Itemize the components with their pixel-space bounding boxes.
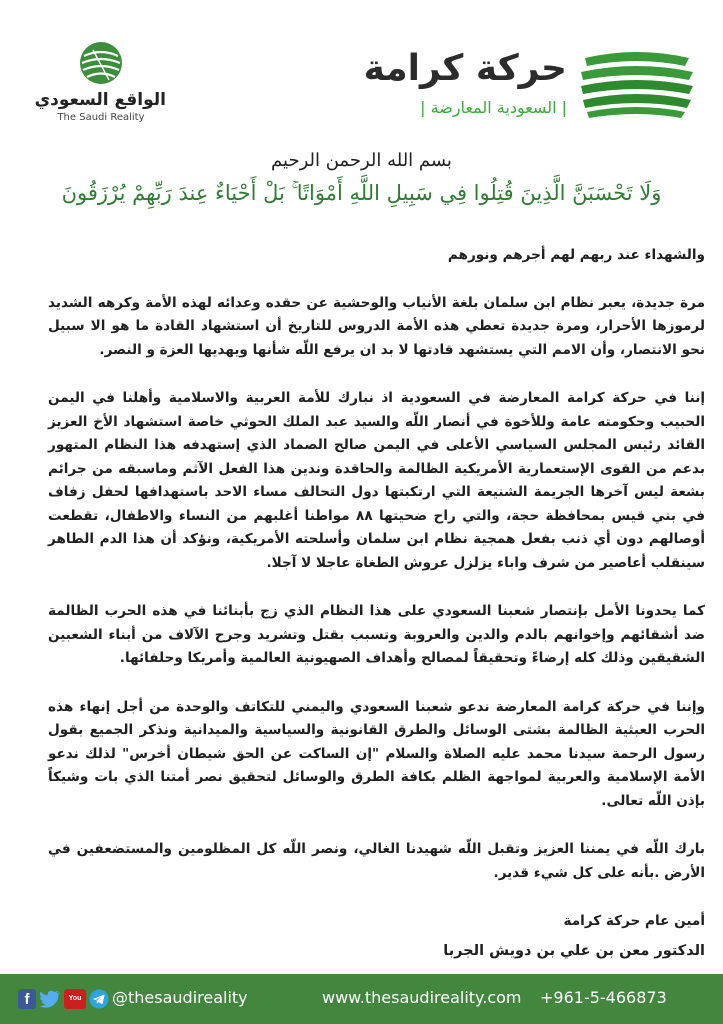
website-link[interactable]: www.thesaudireality.com: [322, 988, 522, 1007]
karama-title: حركة كرامة: [363, 48, 567, 89]
paragraph-1: مرة جديدة، يعبر نظام ابن سلمان بلغة الأنياب والوحشية عن حقده وعدائه لهذه الأمة وكرهه الشديد لرموزها الأحرار، ومرة جديدة تعطي هذه الأمة الدروس للتاريخ أن استشهاد القادة ما هو الا سبيل نحو الانتصار، وأن الامم التي يستشهد قادتها لا بد ان يرفع اللّه شأنها ويهديها العزة و النصر.: [48, 294, 705, 358]
social-icons: [18, 988, 109, 1010]
paragraph-5: بارك اللّه في يمننا العزيز وتقبل اللّه شهيدنا الغالي، ونصر اللّه كل المظلومين والمستضعفين في الأرض .بأنه على كل شيء قدير.: [48, 841, 705, 881]
bismillah: بسم الله الرحمن الرحيم: [271, 150, 452, 171]
globe-icon: [78, 40, 124, 86]
signature-title: أمين عام حركة كرامة: [563, 913, 705, 929]
phone-number[interactable]: +961-5-466873: [540, 988, 667, 1007]
quran-verse: وَلَا تَحْسَبَنَّ الَّذِينَ قُتِلُوا فِي سَبِيلِ اللَّهِ أَمْوَاتًا ۚ بَلْ أَحْيَاءٌ عِندَ رَبِّهِمْ يُرْزَقُونَ: [61, 181, 662, 205]
signature-block: [48, 910, 705, 963]
karama-subtitle: | السعودية المعارضة |: [420, 98, 567, 117]
karama-stripes-icon: [577, 52, 695, 120]
letterhead: [0, 0, 723, 140]
youtube-icon[interactable]: You: [64, 989, 86, 1009]
paragraph-4: وإننا في حركة كرامة المعارضة ندعو شعبنا السعودي واليمني للتكاتف والوحدة من أجل إنهاء هذه الحرب العبثية الظالمة بشتى الوسائل والطرق القانونية والسياسية والميدانية ونذكر الجميع بقول رسول الرحمة سيدنا محمد عليه الصلاة والسلام "إن الساكت عن الحق شيطان أخرس" لذلك ندعو الأمة الإسلامية والعربية لمواجهة الظلم بكافة الطرق والوسائل لتحقيق نصر أمتنا الذي بات وشيكاً بإذن اللّه تعالى.: [48, 698, 705, 809]
saudi-reality-logo: [36, 40, 166, 140]
opening-line: والشهداء عند ربهم لهم أجرهم ونورهم: [447, 247, 705, 263]
social-handle[interactable]: @thesaudireality: [112, 988, 248, 1007]
karama-logo: [363, 48, 695, 122]
saudi-reality-english-name: The Saudi Reality: [57, 112, 145, 123]
footer-bar: [0, 974, 723, 1024]
saudi-reality-arabic-name: الواقع السعودي: [34, 90, 166, 110]
statement-body: [48, 244, 705, 963]
paragraph-2: إننا في حركة كرامة المعارضة في السعودية اذ نبارك للأمة العربية والاسلامية وأهلنا في اليمن الحبيب وحكومته عامة وللأخوة في أنصار اللّه والسيد عبد الملك الحوثي خاصة استشهاد الأخ العزيز القائد رئيس المجلس السياسي الأعلى في اليمن صالح الصماد الذي إستهدفه هذا النظام المتهور بدعم من القوى الإستعمارية الأمريكية الظالمة والحاقدة وندين هذا الفعل الآثم وماسبقه من جرائم بشعة ليس آخرها الجريمة الشنيعة التي ارتكبتها دول التحالف مساء الاحد باستهدافها لحفل زفاف في بني قيس بمحافظة حجة، والتي راح ضحيتها ٨٨ مواطنا أغلبهم من النساء والاطفال، تقطعت أوصالهم دون أي ذنب بفعل همجية نظام ابن سلمان وأسلحته الأمريكية، ونؤكد أن هذا الدم الطاهر سينقلب أعاصير من شرف واباء يزلزل عروش الطغاة عاجلا لا آجلا.: [48, 390, 705, 571]
twitter-icon[interactable]: [39, 989, 61, 1009]
paragraph-3: كما يحدونا الأمل بإنتصار شعبنا السعودي على هذا النظام الذي زج بأبنائنا في هذه الحرب الظالمة ضد أشقائهم وإخوانهم بالدم والدين والعروبة وتسبب بقتل وتشريد وجرح الآلاف من أبناء الشعبين الشقيقين وذلك كله إرضاءً وتحقيقاً لمصالح وأهداف الصهيونية العالمية وأمريكا وحلفائها.: [48, 603, 705, 666]
telegram-icon[interactable]: [89, 989, 109, 1009]
facebook-icon[interactable]: f: [18, 989, 36, 1009]
signature-name: الدكتور معن بن علي بن دويش الجربا: [443, 942, 705, 959]
